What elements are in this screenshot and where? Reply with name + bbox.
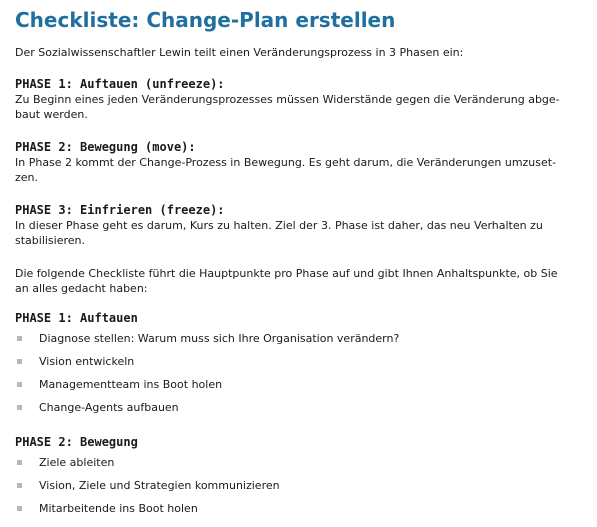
phase-heading: PHASE 3: Einfrieren (freeze): <box>15 203 225 217</box>
square-bullet-icon <box>17 460 22 465</box>
phase-description-1 <box>15 77 583 122</box>
square-bullet-icon <box>17 506 22 511</box>
list-item <box>15 455 583 470</box>
checklist-intro <box>15 266 583 296</box>
phase-description-3 <box>15 203 583 248</box>
list-item-label: Diagnose stellen: Warum muss sich Ihre Organisation verändern? <box>39 332 400 345</box>
list-item <box>15 501 583 516</box>
page-title: Checkliste: Change-Plan erstellen <box>15 8 396 32</box>
list-item <box>15 331 583 346</box>
checklist-intro-line: Die folgende Checkliste führt die Hauptpunkte pro Phase auf und gibt Ihnen Anhaltspunkte, ob Sie <box>15 267 558 280</box>
checklist-intro-line: an alles gedacht haben: <box>15 282 148 295</box>
list-item-label: Change-Agents aufbauen <box>39 401 179 414</box>
phase-text-line: stabilisieren. <box>15 234 86 247</box>
phase-description-2 <box>15 140 583 185</box>
list-item <box>15 354 583 369</box>
checklist-section-title: PHASE 2: Bewegung <box>15 435 138 449</box>
phase-text-line: In Phase 2 kommt der Change-Prozess in Bewegung. Es geht darum, die Veränderungen umzuset- <box>15 156 557 169</box>
list-item <box>15 400 583 415</box>
checklist-section-title: PHASE 1: Auftauen <box>15 311 138 325</box>
phase-text-line: baut werden. <box>15 108 88 121</box>
phase-text-line: Zu Beginn eines jeden Veränderungsprozesses müssen Widerstände gegen die Veränderung abge- <box>15 93 560 106</box>
square-bullet-icon <box>17 359 22 364</box>
square-bullet-icon <box>17 483 22 488</box>
list-item <box>15 478 583 493</box>
square-bullet-icon <box>17 336 22 341</box>
list-item <box>15 377 583 392</box>
list-item-label: Vision entwickeln <box>39 355 135 368</box>
phase-text-line: zen. <box>15 171 39 184</box>
list-item-label: Mitarbeitende ins Boot holen <box>39 502 198 515</box>
checklist-phase-2 <box>15 455 583 516</box>
phase-heading: PHASE 2: Bewegung (move): <box>15 140 196 154</box>
intro-text: Der Sozialwissenschaftler Lewin teilt einen Veränderungsprozess in 3 Phasen ein: <box>15 46 464 59</box>
list-item-label: Managementteam ins Boot holen <box>39 378 223 391</box>
list-item-label: Ziele ableiten <box>39 456 115 469</box>
phase-heading: PHASE 1: Auftauen (unfreeze): <box>15 77 225 91</box>
list-item-label: Vision, Ziele und Strategien kommunizieren <box>39 479 280 492</box>
checklist-phase-1 <box>15 331 583 415</box>
square-bullet-icon <box>17 382 22 387</box>
phase-text-line: In dieser Phase geht es darum, Kurs zu halten. Ziel der 3. Phase ist daher, das neu Verhalten zu <box>15 219 543 232</box>
square-bullet-icon <box>17 405 22 410</box>
